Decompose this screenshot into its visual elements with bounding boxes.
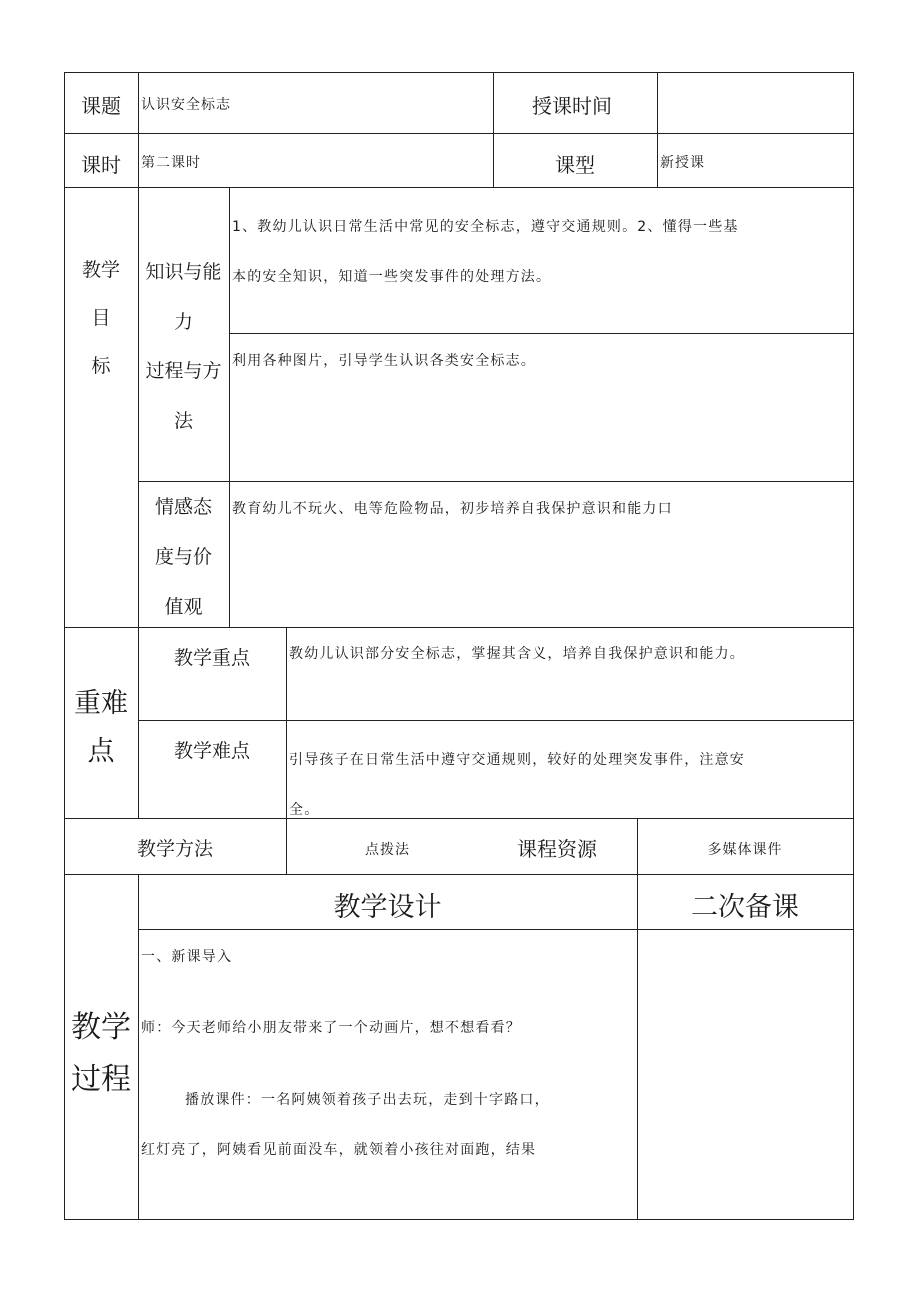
knowledge-label-line: 力 (173, 311, 193, 333)
course-resources-label: 课程资源 (517, 837, 597, 861)
col-divider (286, 627, 287, 874)
key-points-label-line: 重难 (74, 688, 128, 719)
process-line-story: 红灯亮了，阿姨看见前面没车，就领着小孩往对面跑，结果 (141, 1142, 537, 1158)
process-method-text: 利用各种图片，引导学生认识各类安全标志。 (232, 353, 536, 369)
emotion-values-label-line: 情感态 (154, 496, 212, 518)
objectives-label-line: 教学 (81, 259, 120, 281)
col-divider (138, 874, 139, 1220)
objectives-label-line: 目 (91, 307, 111, 329)
objectives-label-line: 标 (91, 355, 111, 377)
col-divider (657, 72, 658, 187)
col-divider (493, 72, 494, 187)
lesson-type-label: 课型 (555, 153, 595, 177)
period-value: 第二课时 (141, 155, 201, 171)
period-label: 课时 (81, 153, 121, 177)
row-divider (229, 333, 854, 334)
key-points-section-label (64, 680, 138, 776)
key-points-label-line: 点 (87, 736, 115, 767)
row-divider (64, 874, 854, 875)
teaching-method-value: 点拨法 (365, 842, 410, 858)
process-line-intro: 一、新课导入 (141, 949, 233, 965)
knowledge-text-line: 本的安全知识，知道一些突发事件的处理方法。 (232, 269, 552, 285)
class-time-label: 授课时间 (532, 94, 612, 118)
row-divider (138, 481, 854, 482)
teaching-difficulty-text (289, 735, 745, 835)
process-method-label-line: 过程与方 (145, 360, 222, 382)
emotion-values-text: 教育幼儿不玩火、电等危险物品，初步培养自我保护意识和能力口 (232, 501, 673, 517)
knowledge-label-line: 知识与能 (145, 261, 222, 283)
process-label-line: 过程 (71, 1062, 131, 1097)
topic-value: 认识安全标志 (141, 97, 231, 113)
col-divider (637, 818, 638, 1220)
row-divider (64, 133, 854, 134)
objectives-section-label (64, 246, 138, 390)
border-right (853, 72, 854, 1220)
process-method-label-line: 法 (173, 410, 193, 432)
emotion-values-label (138, 482, 229, 632)
row-divider (138, 720, 854, 721)
process-label-line: 教学 (71, 1010, 131, 1045)
teaching-difficulty-label: 教学难点 (173, 740, 250, 762)
emotion-values-label-line: 度与价 (154, 546, 212, 568)
teaching-design-header: 教学设计 (333, 892, 442, 923)
second-preparation-header: 二次备课 (691, 892, 799, 923)
teaching-focus-label: 教学重点 (173, 647, 250, 669)
teaching-focus-text: 教幼儿认识部分安全标志，掌握其含义，培养自我保护意识和能力。 (289, 646, 745, 662)
process-line-courseware: 播放课件：一名阿姨领着孩子出去玩，走到十字路口， (185, 1092, 550, 1108)
knowledge-text (232, 202, 739, 302)
topic-label: 课题 (81, 94, 121, 118)
difficulty-text-line: 全。 (289, 802, 320, 818)
lesson-type-value: 新授课 (660, 155, 705, 171)
border-bottom (64, 1219, 854, 1220)
difficulty-text-line: 引导孩子在日常生活中遵守交通规则，较好的处理突发事件，注意安 (289, 752, 745, 768)
teaching-method-label: 教学方法 (136, 838, 213, 860)
border-top (64, 72, 854, 73)
knowledge-text-line: 1、教幼儿认识日常生活中常见的安全标志，遵守交通规则。2、懂得一些基 (232, 219, 739, 235)
process-line-teacher: 师：今天老师给小朋友带来了一个动画片，想不想看看？ (141, 1020, 521, 1036)
process-method-label (138, 346, 229, 446)
knowledge-label (138, 247, 229, 347)
row-divider (138, 929, 854, 930)
row-divider (64, 187, 854, 188)
teaching-process-section-label (64, 1002, 138, 1106)
course-resources-value: 多媒体课件 (707, 842, 783, 858)
emotion-values-label-line: 值观 (164, 596, 203, 618)
col-divider (229, 187, 230, 627)
